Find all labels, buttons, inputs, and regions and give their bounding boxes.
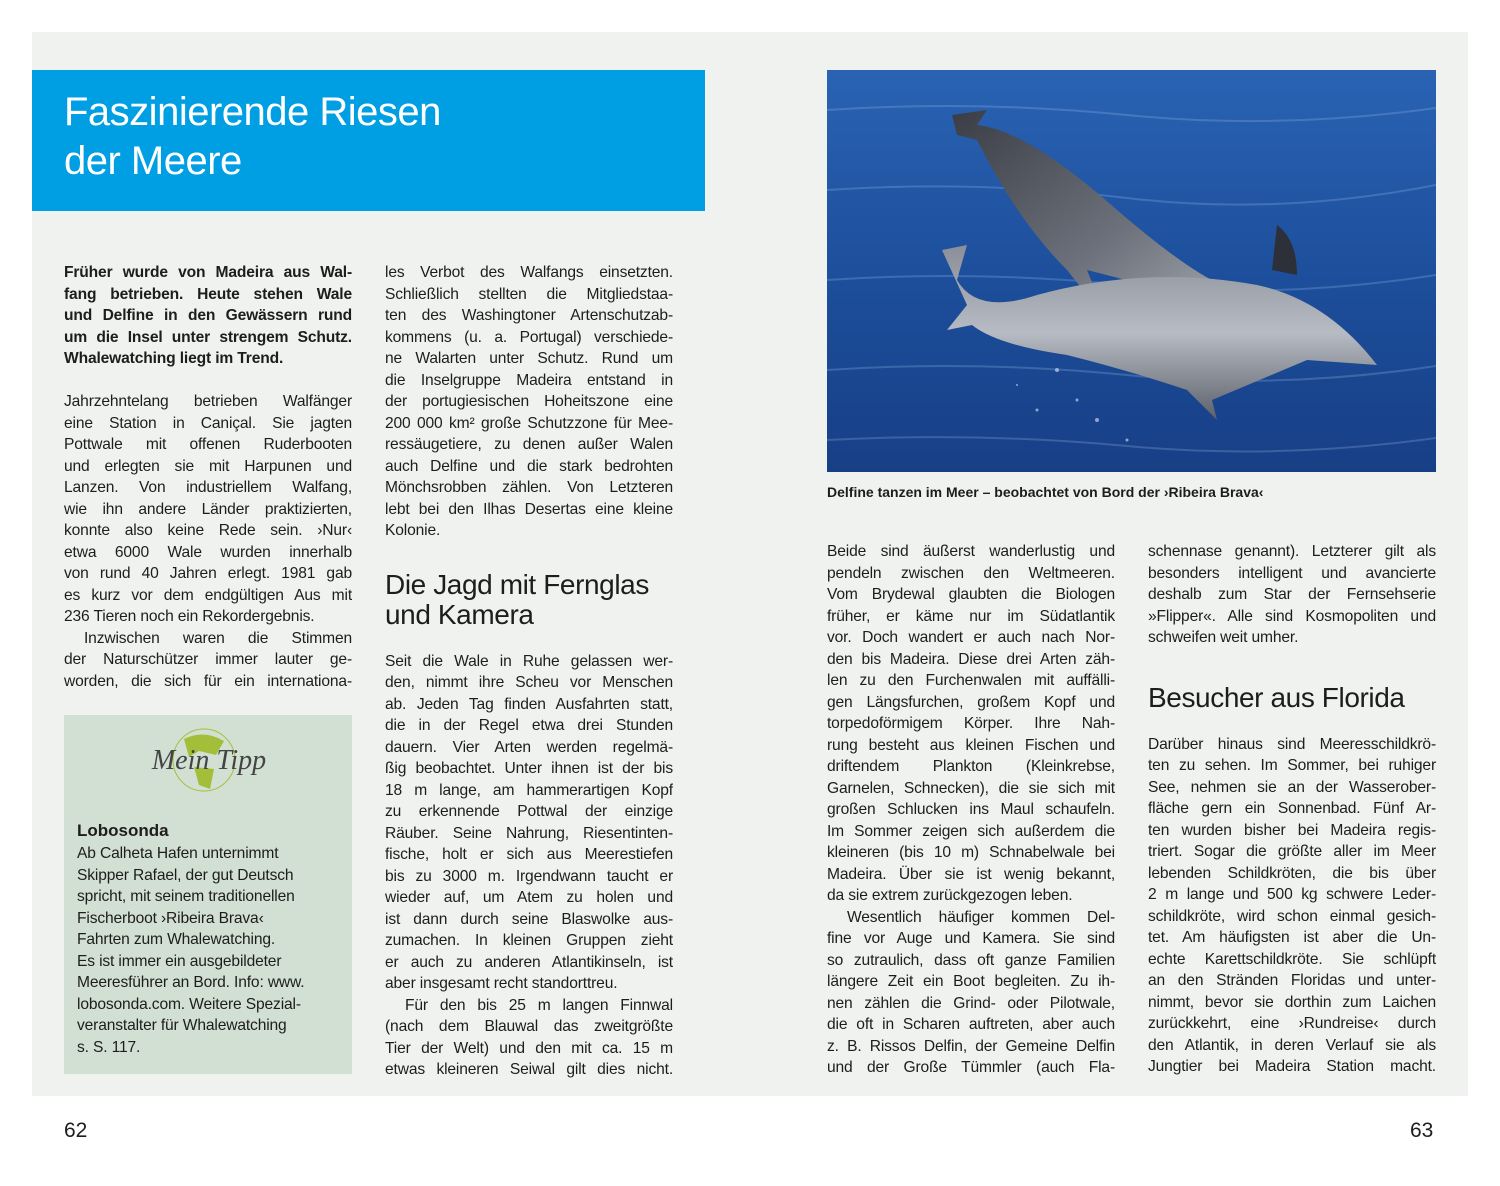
paragraph (1148, 734, 1436, 1078)
text-line: die Inselgruppe Madeira entstand in (385, 371, 673, 389)
text-column-4 (1148, 541, 1436, 1078)
text-line: zu erkennende Pottwal der einzige (385, 803, 673, 820)
text-line: schweifen weit umher. (1148, 629, 1299, 646)
section-heading (1148, 683, 1436, 713)
text-line: Jungtier bei Madeira Station macht. (1148, 1058, 1436, 1075)
text-line: ten zu sehen. Im Sommer, bei ruhiger (1148, 757, 1436, 774)
text-line: er auch zu anderen Atlantikinseln, ist (385, 953, 673, 971)
tip-text (77, 843, 347, 1058)
text-line: ressäugetiere, zu denen außer Walen (385, 436, 673, 453)
text-line: fine vor Auge und Kamera. Sie sind (827, 930, 1115, 947)
paragraph (64, 628, 352, 693)
page-number-left: 62 (64, 1119, 88, 1142)
text-line: echte Karettschildkröte. Sie schlüpft (1148, 950, 1436, 968)
text-line: Für den bis 25 m langen Finnwal (405, 996, 673, 1014)
text-line: Garnelen, Schnecken), die sie sich mit (827, 779, 1115, 797)
text-line: Beide sind äußerst wanderlustig und (827, 543, 1115, 560)
text-line: Whalewatching liegt im Trend. (64, 350, 284, 367)
text-line: lebt bei den Ilhas Desertas eine kleine (385, 500, 673, 518)
text-line: fang betrieben. Heute stehen Wale (64, 285, 352, 303)
text-line: nen zählen die Grind- oder Pilotwale, (827, 994, 1115, 1012)
text-line: eine Station in Caniçal. Sie jagten (64, 414, 352, 432)
text-line: besonders intelligent und avancierte (1148, 564, 1436, 582)
text-line: Jahrzehntelang betrieben Walfänger (64, 393, 352, 410)
text-line: kleineren (bis 10 m) Schnabelwale bei (827, 844, 1115, 861)
text-line: triert. Sogar die größte aller im Meer (1148, 843, 1436, 860)
text-line: ten wurden bisher bei Madeira regis- (1148, 821, 1436, 839)
paragraph (827, 907, 1115, 1079)
text-line: zurückkehrt, eine ›Rundreise‹ durch (1148, 1015, 1436, 1032)
heading-line: und Kamera (385, 598, 534, 630)
text-line: 200 000 km² große Schutzzone für Mee- (385, 414, 673, 432)
text-line: z. B. Rissos Delfin, der Gemeine Delfin (827, 1037, 1115, 1055)
tip-box (64, 715, 352, 1074)
text-line: ßig beobachtet. Unter ihnen ist der bis (385, 760, 673, 777)
text-line: und der Große Tümmler (auch Fla- (827, 1059, 1115, 1076)
text-line: zumachen. In kleinen Gruppen zieht (385, 932, 673, 949)
text-line: 2 m lange und 500 kg schwere Leder- (1148, 886, 1436, 903)
tip-text-line: s. S. 117. (77, 1038, 141, 1056)
text-line: Lanzen. Von industriellem Walfang, (64, 479, 352, 496)
text-line: von rund 40 Jahren erlegt. 1981 gab (64, 565, 352, 582)
text-line: schennase genannt). Letzterer gilt als (1148, 543, 1436, 560)
text-line: etwas kleineren Seiwal gilt dies nicht. (385, 1061, 673, 1078)
text-line: Vom Brydewal glaubten die Biologen (827, 586, 1115, 603)
text-line: Räuber. Seine Nahrung, Riesentinten- (385, 824, 673, 842)
text-line: Inzwischen waren die Stimmen (84, 629, 352, 647)
text-line: da sie extrem zurückgezogen leben. (827, 887, 1073, 904)
text-line: die oft in Scharen auftreten, aber auch (827, 1016, 1115, 1033)
heading-line: Die Jagd mit Fernglas (385, 568, 649, 600)
tip-title: Lobosonda (77, 821, 169, 840)
text-line: fische, holt er sich aus Meerestiefen (385, 846, 673, 863)
text-line: rung besteht aus kleinen Fischen und (827, 736, 1115, 754)
text-line: den Atlantik, in deren Verlauf sie als (1148, 1036, 1436, 1054)
text-line: len zu den Furchenwalen mit auffälli- (827, 672, 1115, 689)
text-line: ab. Jeden Tag finden Ausfahrten statt, (385, 695, 673, 713)
text-line: der portugiesischen Hoheitszone eine (385, 393, 673, 410)
text-line: Kolonie. (385, 522, 441, 539)
text-column-3 (827, 541, 1115, 1079)
text-column-1 (64, 262, 352, 692)
tip-text-line: Es ist immer ein ausgebildeter (77, 952, 282, 970)
text-line: Madeira. Über sie ist wenig bekannt, (827, 865, 1115, 883)
paragraph (1148, 541, 1436, 649)
tip-text-line: Skipper Rafael, der gut Deutsch (77, 866, 294, 884)
text-line: Pottwale mit offenen Ruderbooten (64, 436, 352, 453)
text-line: lebenden Schildkröten, die bis über (1148, 864, 1436, 882)
paragraph (385, 262, 673, 542)
text-line: 236 Tieren noch ein Rekordergebnis. (64, 608, 315, 625)
paragraph (385, 995, 673, 1081)
text-line: Seit die Wale in Ruhe gelassen wer- (385, 652, 673, 670)
tip-text-line: Meeresführer an Bord. Info: www. (77, 974, 305, 991)
text-line: wie ihn andere Länder praktizierten, (64, 500, 352, 518)
text-line: Mönchsrobben zählen. Von Letzteren (385, 479, 673, 496)
text-line: fläche gern ein Sonnenbad. Fünf Ar- (1148, 800, 1436, 817)
text-line: Darüber hinaus sind Meeresschildkrö- (1148, 735, 1436, 753)
text-line: auch Delfine und die stark bedrohten (385, 457, 673, 475)
text-column-2 (385, 262, 673, 1081)
text-line: nimmt, bevor sie dorthin zum Laichen (1148, 993, 1436, 1011)
text-line: und Delfine in den Gewässern rund (64, 307, 352, 324)
text-line: (nach dem Blauwal das zweitgrößte (385, 1018, 673, 1035)
text-line: vor. Doch wandert er auch nach Nor- (827, 629, 1115, 646)
text-line: 18 m lange, am hammerartigen Kopf (385, 781, 673, 799)
text-line: worden, die sich für ein internationa- (64, 672, 352, 690)
tip-text-line: lobosonda.com. Weitere Spezial- (77, 995, 301, 1013)
chapter-title-line: Faszinierende Riesen (64, 90, 441, 134)
heading-line: Besucher aus Florida (1148, 681, 1405, 713)
text-line: an den Stränden Floridas und unter- (1148, 972, 1436, 989)
text-line: ist dann durch seine Blaswolke aus- (385, 910, 673, 928)
text-line: kommens (u. a. Portugal) verschiede- (385, 328, 673, 346)
text-line: »Flipper«. Alle sind Kosmopoliten und (1148, 607, 1436, 625)
text-line: bis zu 3000 m. Irgendwann taucht er (385, 867, 673, 885)
text-line: konnte also keine Rede sein. ›Nur‹ (64, 522, 352, 539)
tip-text-line: Fischerboot ›Ribeira Brava‹ (77, 909, 264, 927)
text-line: etwa 6000 Wale wurden innerhalb (64, 543, 352, 561)
text-line: dauern. Vier Arten werden regelmä- (385, 738, 673, 756)
svg-text:Mein Tipp: Mein Tipp (151, 745, 267, 776)
text-line: wieder auf, um Atem zu holen und (385, 889, 673, 906)
chapter-title (64, 88, 441, 186)
paragraph (64, 391, 352, 628)
text-line: schildkröte, wird schon einmal gesich- (1148, 907, 1436, 925)
dolphin-photo (827, 70, 1436, 472)
text-line: tet. Am häufigsten ist aber die Un- (1148, 929, 1436, 946)
chapter-banner (32, 70, 705, 211)
text-line: Im Sommer zeigen sich außerdem die (827, 822, 1115, 840)
text-line: den, nimmt ihre Scheu vor Menschen (385, 674, 673, 691)
text-line: der Naturschützer immer lauter ge- (64, 651, 352, 668)
tip-text-line: Ab Calheta Hafen unternimmt (77, 845, 279, 862)
text-line: großen Schlucken ins Maul schaufeln. (827, 801, 1115, 818)
tip-text-line: veranstalter für Whalewatching (77, 1017, 287, 1034)
text-line: so zutraulich, dass oft ganze Familien (827, 951, 1115, 969)
text-line: früher, er käme nur im Südatlantik (827, 607, 1115, 625)
page-number-right: 63 (1410, 1119, 1434, 1142)
text-line: gen Längsfurchen, großem Kopf und (827, 693, 1115, 711)
chapter-title-line: der Meere (64, 139, 242, 183)
text-line: driftendem Plankton (Kleinkrebse, (827, 758, 1115, 775)
text-line: und erlegten sie mit Harpunen und (64, 457, 352, 475)
text-line: pendeln zwischen den Weltmeeren. (827, 564, 1115, 582)
text-line: See, nehmen sie an der Wasserober- (1148, 778, 1436, 796)
text-line: ten des Washingtoner Artenschutzab- (385, 307, 673, 324)
text-line: Wesentlich häufiger kommen Del- (847, 908, 1115, 926)
paragraph (827, 541, 1115, 907)
text-line: ne Walarten unter Schutz. Rund um (385, 350, 673, 367)
text-line: deshalb zum Star der Fernsehserie (1148, 586, 1436, 603)
text-line: Schließlich stellten die Mitgliedstaa- (385, 285, 673, 303)
text-line: um die Insel unter strengem Schutz. (64, 328, 352, 346)
tip-text-line: Fahrten zum Whalewatching. (77, 931, 276, 948)
text-line: aber insgesamt recht standorttreu. (385, 975, 618, 992)
mein-tipp-logo (144, 727, 274, 799)
section-heading (385, 570, 673, 630)
lead-paragraph (64, 262, 352, 370)
text-line: es kurz vor dem endgültigen Aus mit (64, 586, 352, 604)
text-line: längere Zeit ein Boot begleiten. Zu ih- (827, 973, 1115, 990)
text-line: Tier der Welt) und den mit ca. 15 m (385, 1039, 673, 1057)
tip-text-line: spricht, mit seinem traditionellen (77, 888, 295, 905)
text-line: die in der Regel etwa drei Stunden (385, 717, 673, 734)
photo-caption: Delfine tanzen im Meer – beobachtet von Bord der ›Ribeira Brava‹ (827, 484, 1264, 500)
text-line: den bis Madeira. Diese drei Arten zäh- (827, 650, 1115, 668)
text-line: Früher wurde von Madeira aus Wal- (64, 264, 352, 281)
text-line: les Verbot des Walfangs einsetzten. (385, 264, 673, 281)
text-line: torpedoförmigem Körper. Ihre Nah- (827, 715, 1115, 732)
paragraph (385, 651, 673, 995)
